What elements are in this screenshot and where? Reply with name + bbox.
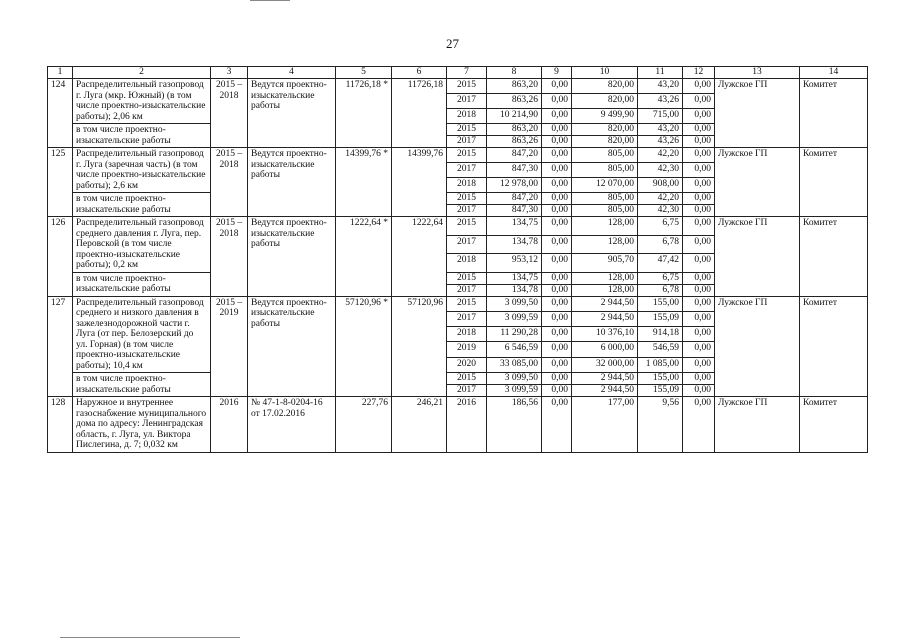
year-federal-budget: 0,00 [542, 357, 572, 372]
design-year: 2015 [447, 272, 487, 284]
design-federal-budget: 0,00 [542, 124, 572, 136]
column-number: 8 [487, 67, 542, 79]
entry-number: 127 [48, 296, 73, 397]
year-other-sources: 0,00 [683, 296, 715, 311]
design-work-label: в том числе проектно-изыскательские работы [73, 124, 211, 148]
design-year: 2015 [447, 193, 487, 205]
year-total-amount: 847,30 [487, 163, 542, 178]
project-status: Ведутся проектно-изыскательские работы [248, 79, 336, 148]
year-federal-budget: 0,00 [542, 94, 572, 109]
year-total-amount: 12 978,00 [487, 178, 542, 193]
year-federal-budget: 0,00 [542, 109, 572, 124]
year-federal-budget: 0,00 [542, 254, 572, 273]
year-local-budget: 6,75 [638, 217, 683, 236]
year-regional-budget: 2 944,50 [572, 296, 638, 311]
year-total-amount: 953,12 [487, 254, 542, 273]
column-number: 1 [48, 67, 73, 79]
design-work-label: в том числе проектно-изыскательские работы [73, 272, 211, 296]
responsible-settlement: Лужское ГП [715, 79, 800, 148]
scan-artifact-bottom [60, 637, 240, 638]
year-federal-budget: 0,00 [542, 148, 572, 163]
object-name: Распределительный газопровод среднего и низкого давления в зажелезнодорожной части г. Луга (от пер. Белозерский до ул. Горная) (в том числе проектно-изыскательские работы); 10,4 км [73, 296, 211, 373]
year-other-sources: 0,00 [683, 217, 715, 236]
design-work-label: в том числе проектно-изыскательские работы [73, 373, 211, 397]
object-name: Распределительный газопровод г. Луга (мкр. Южный) (в том числе проектно-изыскательские работы); 2,06 км [73, 79, 211, 124]
year-total-amount: 134,78 [487, 235, 542, 254]
entry-number: 125 [48, 148, 73, 217]
implementation-period: 2015 – 2018 [211, 79, 248, 148]
responsible-committee: Комитет [800, 296, 868, 397]
design-regional-budget: 820,00 [572, 136, 638, 148]
year-year: 2017 [447, 94, 487, 109]
year-total-amount: 3 099,50 [487, 296, 542, 311]
year-year: 2020 [447, 357, 487, 372]
year-total-amount: 11 290,28 [487, 327, 542, 342]
year-local-budget: 47,42 [638, 254, 683, 273]
object-name: Распределительный газопровод среднего давления г. Луга, пер. Перовской (в том числе проектно-изыскательские работы); 0,2 км [73, 217, 211, 273]
design-other-sources: 0,00 [683, 205, 715, 217]
year-year: 2019 [447, 342, 487, 357]
year-regional-budget: 820,00 [572, 79, 638, 94]
design-other-sources: 0,00 [683, 136, 715, 148]
estimated-cost: 1222,64 * [336, 217, 392, 297]
column-number: 7 [447, 67, 487, 79]
entry-row [48, 148, 868, 163]
year-year: 2018 [447, 254, 487, 273]
design-regional-budget: 805,00 [572, 205, 638, 217]
year-regional-budget: 905,70 [572, 254, 638, 273]
year-regional-budget: 9 499,90 [572, 109, 638, 124]
object-name: Распределительный газопровод г. Луга (заречная часть) (в том числе проектно-изыскательские работы); 2,6 км [73, 148, 211, 193]
year-local-budget: 43,20 [638, 79, 683, 94]
project-status: Ведутся проектно-изыскательские работы [248, 148, 336, 217]
year-federal-budget: 0,00 [542, 397, 572, 453]
year-regional-budget: 177,00 [572, 397, 638, 453]
year-federal-budget: 0,00 [542, 178, 572, 193]
year-year: 2018 [447, 327, 487, 342]
year-year: 2015 [447, 296, 487, 311]
object-name: Наружное и внутреннее газоснабжение муниципального дома по адресу: Ленинградская область, г. Луга, ул. Виктора Пислегина, д. 7; 0,032 км [73, 397, 211, 453]
year-regional-budget: 820,00 [572, 94, 638, 109]
responsible-committee: Комитет [800, 217, 868, 297]
year-regional-budget: 32 000,00 [572, 357, 638, 372]
year-total-amount: 6 546,59 [487, 342, 542, 357]
design-federal-budget: 0,00 [542, 284, 572, 296]
column-number: 9 [542, 67, 572, 79]
year-total-amount: 10 214,90 [487, 109, 542, 124]
responsible-committee: Комитет [800, 79, 868, 148]
design-other-sources: 0,00 [683, 193, 715, 205]
total-cost: 11726,18 [392, 79, 447, 148]
design-other-sources: 0,00 [683, 373, 715, 385]
year-total-amount: 847,20 [487, 148, 542, 163]
total-cost: 57120,96 [392, 296, 447, 397]
page-number: 27 [446, 36, 459, 51]
year-total-amount: 863,26 [487, 94, 542, 109]
year-local-budget: 42,30 [638, 163, 683, 178]
year-other-sources: 0,00 [683, 109, 715, 124]
design-regional-budget: 820,00 [572, 124, 638, 136]
column-number: 6 [392, 67, 447, 79]
year-year: 2015 [447, 148, 487, 163]
year-local-budget: 43,26 [638, 94, 683, 109]
project-status: Ведутся проектно-изыскательские работы [248, 217, 336, 297]
implementation-period: 2016 [211, 397, 248, 453]
entry-row [48, 296, 868, 311]
year-total-amount: 863,20 [487, 79, 542, 94]
year-local-budget: 9,56 [638, 397, 683, 453]
entry-number: 124 [48, 79, 73, 148]
year-year: 2018 [447, 178, 487, 193]
entry-row [48, 79, 868, 94]
year-other-sources: 0,00 [683, 235, 715, 254]
year-other-sources: 0,00 [683, 254, 715, 273]
year-other-sources: 0,00 [683, 311, 715, 326]
column-number: 2 [73, 67, 211, 79]
design-year: 2015 [447, 124, 487, 136]
design-other-sources: 0,00 [683, 385, 715, 397]
design-local-budget: 42,30 [638, 205, 683, 217]
year-local-budget: 715,00 [638, 109, 683, 124]
header-row [48, 67, 868, 79]
design-federal-budget: 0,00 [542, 385, 572, 397]
year-year: 2017 [447, 235, 487, 254]
investment-program-table [47, 66, 868, 453]
year-other-sources: 0,00 [683, 79, 715, 94]
year-other-sources: 0,00 [683, 342, 715, 357]
year-federal-budget: 0,00 [542, 327, 572, 342]
year-federal-budget: 0,00 [542, 296, 572, 311]
design-regional-budget: 128,00 [572, 272, 638, 284]
column-number: 5 [336, 67, 392, 79]
responsible-committee: Комитет [800, 148, 868, 217]
year-local-budget: 6,78 [638, 235, 683, 254]
year-regional-budget: 6 000,00 [572, 342, 638, 357]
year-year: 2015 [447, 79, 487, 94]
design-local-budget: 6,78 [638, 284, 683, 296]
year-other-sources: 0,00 [683, 148, 715, 163]
responsible-committee: Комитет [800, 397, 868, 453]
design-federal-budget: 0,00 [542, 205, 572, 217]
year-federal-budget: 0,00 [542, 79, 572, 94]
entry-row [48, 217, 868, 236]
column-number: 11 [638, 67, 683, 79]
design-total-amount: 863,20 [487, 124, 542, 136]
column-number: 3 [211, 67, 248, 79]
year-local-budget: 908,00 [638, 178, 683, 193]
design-other-sources: 0,00 [683, 124, 715, 136]
design-year: 2015 [447, 373, 487, 385]
responsible-settlement: Лужское ГП [715, 296, 800, 397]
year-federal-budget: 0,00 [542, 235, 572, 254]
design-total-amount: 847,30 [487, 205, 542, 217]
design-work-label: в том числе проектно-изыскательские работы [73, 193, 211, 217]
estimated-cost: 14399,76 * [336, 148, 392, 217]
year-local-budget: 155,09 [638, 311, 683, 326]
entry-number: 128 [48, 397, 73, 453]
design-total-amount: 847,20 [487, 193, 542, 205]
year-regional-budget: 805,00 [572, 163, 638, 178]
project-status: Ведутся проектно-изыскательские работы [248, 296, 336, 397]
design-regional-budget: 805,00 [572, 193, 638, 205]
total-cost: 14399,76 [392, 148, 447, 217]
year-local-budget: 914,18 [638, 327, 683, 342]
year-regional-budget: 805,00 [572, 148, 638, 163]
design-federal-budget: 0,00 [542, 193, 572, 205]
design-local-budget: 155,09 [638, 385, 683, 397]
year-other-sources: 0,00 [683, 94, 715, 109]
year-local-budget: 155,00 [638, 296, 683, 311]
year-local-budget: 546,59 [638, 342, 683, 357]
year-year: 2017 [447, 311, 487, 326]
year-regional-budget: 12 070,00 [572, 178, 638, 193]
design-year: 2017 [447, 284, 487, 296]
design-local-budget: 6,75 [638, 272, 683, 284]
year-federal-budget: 0,00 [542, 217, 572, 236]
year-federal-budget: 0,00 [542, 342, 572, 357]
estimated-cost: 11726,18 * [336, 79, 392, 148]
design-year: 2017 [447, 385, 487, 397]
responsible-settlement: Лужское ГП [715, 397, 800, 453]
design-local-budget: 43,20 [638, 124, 683, 136]
design-other-sources: 0,00 [683, 272, 715, 284]
design-local-budget: 155,00 [638, 373, 683, 385]
year-other-sources: 0,00 [683, 178, 715, 193]
column-number: 13 [715, 67, 800, 79]
design-federal-budget: 0,00 [542, 272, 572, 284]
year-total-amount: 134,75 [487, 217, 542, 236]
column-number: 14 [800, 67, 868, 79]
design-regional-budget: 128,00 [572, 284, 638, 296]
implementation-period: 2015 – 2019 [211, 296, 248, 397]
implementation-period: 2015 – 2018 [211, 217, 248, 297]
year-local-budget: 1 085,00 [638, 357, 683, 372]
design-federal-budget: 0,00 [542, 136, 572, 148]
total-cost: 1222,64 [392, 217, 447, 297]
year-year: 2015 [447, 217, 487, 236]
responsible-settlement: Лужское ГП [715, 148, 800, 217]
entry-number: 126 [48, 217, 73, 297]
design-other-sources: 0,00 [683, 284, 715, 296]
year-federal-budget: 0,00 [542, 163, 572, 178]
year-year: 2017 [447, 163, 487, 178]
design-local-budget: 43,26 [638, 136, 683, 148]
responsible-settlement: Лужское ГП [715, 217, 800, 297]
year-other-sources: 0,00 [683, 357, 715, 372]
table-body [48, 67, 868, 453]
total-cost: 246,21 [392, 397, 447, 453]
column-number: 12 [683, 67, 715, 79]
design-regional-budget: 2 944,50 [572, 373, 638, 385]
entry-row [48, 397, 868, 453]
year-regional-budget: 128,00 [572, 217, 638, 236]
column-number: 10 [572, 67, 638, 79]
design-regional-budget: 2 944,50 [572, 385, 638, 397]
design-total-amount: 3 099,59 [487, 385, 542, 397]
year-other-sources: 0,00 [683, 397, 715, 453]
project-status: № 47-1-8-0204-16 от 17.02.2016 [248, 397, 336, 453]
design-total-amount: 134,78 [487, 284, 542, 296]
year-federal-budget: 0,00 [542, 311, 572, 326]
year-regional-budget: 2 944,50 [572, 311, 638, 326]
year-regional-budget: 10 376,10 [572, 327, 638, 342]
year-year: 2018 [447, 109, 487, 124]
year-other-sources: 0,00 [683, 327, 715, 342]
year-total-amount: 3 099,59 [487, 311, 542, 326]
design-total-amount: 134,75 [487, 272, 542, 284]
year-total-amount: 33 085,00 [487, 357, 542, 372]
year-regional-budget: 128,00 [572, 235, 638, 254]
design-year: 2017 [447, 136, 487, 148]
column-number: 4 [248, 67, 336, 79]
design-federal-budget: 0,00 [542, 373, 572, 385]
design-year: 2017 [447, 205, 487, 217]
estimated-cost: 57120,96 * [336, 296, 392, 397]
year-total-amount: 186,56 [487, 397, 542, 453]
estimated-cost: 227,76 [336, 397, 392, 453]
scan-artifact-top [250, 0, 290, 1]
year-other-sources: 0,00 [683, 163, 715, 178]
implementation-period: 2015 – 2018 [211, 148, 248, 217]
design-total-amount: 863,26 [487, 136, 542, 148]
design-total-amount: 3 099,50 [487, 373, 542, 385]
year-local-budget: 42,20 [638, 148, 683, 163]
year-year: 2016 [447, 397, 487, 453]
design-local-budget: 42,20 [638, 193, 683, 205]
